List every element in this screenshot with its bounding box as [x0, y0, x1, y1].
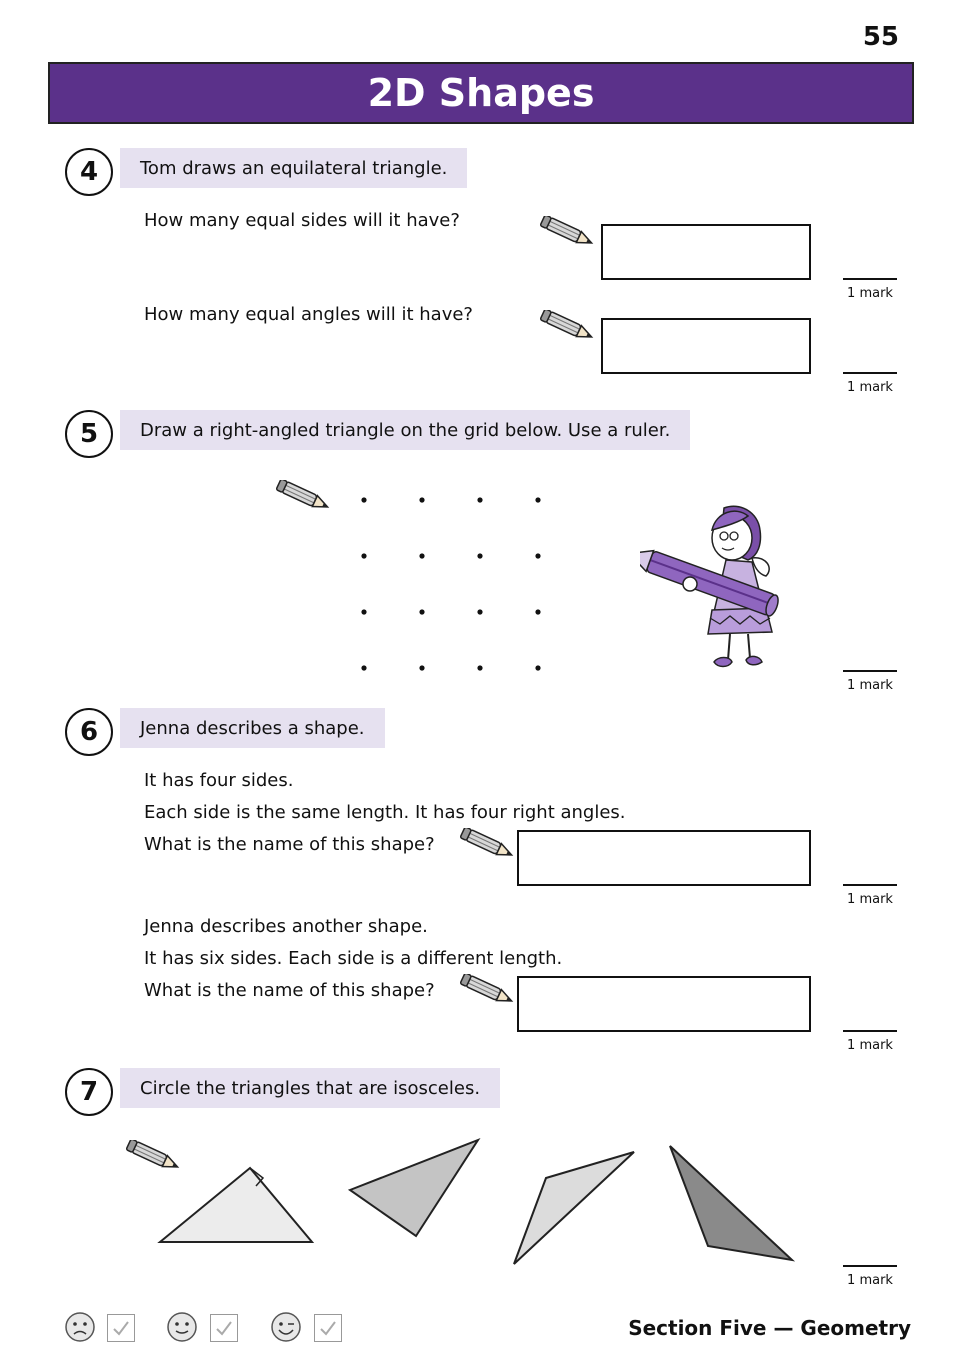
pencil-icon — [540, 310, 596, 342]
page-number: 55 — [862, 22, 899, 52]
grid-dot[interactable] — [477, 609, 482, 614]
grid-dot[interactable] — [419, 497, 424, 502]
pencil-icon — [460, 974, 516, 1006]
grid-dot[interactable] — [535, 497, 540, 502]
grid-dot[interactable] — [477, 497, 482, 502]
grid-dot[interactable] — [419, 665, 424, 670]
page-title: 2D Shapes — [48, 62, 914, 124]
sad-face-icon[interactable] — [64, 1311, 96, 1343]
question-number-6: 6 — [65, 708, 113, 756]
question-number-5: 5 — [65, 410, 113, 458]
tick-box-icon[interactable] — [314, 1314, 342, 1342]
mark-label: 1 mark — [843, 278, 897, 301]
mark-label: 1 mark — [843, 884, 897, 907]
question-6-ask-2: What is the name of this shape? — [144, 980, 435, 1001]
triangle-isosceles-1[interactable] — [350, 1140, 478, 1236]
mark-label: 1 mark — [843, 1265, 897, 1288]
grid-dot[interactable] — [477, 665, 482, 670]
triangle-right-angled[interactable] — [160, 1168, 312, 1242]
mark-label: 1 mark — [843, 372, 897, 395]
question-5-prompt: Draw a right-angled triangle on the grid below. Use a ruler. — [120, 410, 690, 450]
answer-box-equal-angles[interactable] — [601, 318, 811, 374]
pencil-icon — [276, 480, 332, 512]
answer-box-shape-1[interactable] — [517, 830, 811, 886]
grid-dot[interactable] — [361, 665, 366, 670]
question-number-7: 7 — [65, 1068, 113, 1116]
question-6-line-2: Each side is the same length. It has four right angles. — [144, 802, 626, 823]
grid-dot[interactable] — [535, 553, 540, 558]
question-4-part-2: How many equal angles will it have? — [144, 304, 473, 325]
pencil-icon — [460, 828, 516, 860]
question-6-ask-1: What is the name of this shape? — [144, 834, 435, 855]
grid-dot[interactable] — [361, 609, 366, 614]
question-7-prompt: Circle the triangles that are isosceles. — [120, 1068, 500, 1108]
question-4-prompt: Tom draws an equilateral triangle. — [120, 148, 467, 188]
tick-box-icon[interactable] — [210, 1314, 238, 1342]
triangle-options — [150, 1130, 810, 1270]
dot-grid[interactable] — [352, 488, 552, 678]
question-4-part-1: How many equal sides will it have? — [144, 210, 460, 231]
question-6-line-1: It has four sides. — [144, 770, 294, 791]
grid-dot[interactable] — [361, 553, 366, 558]
mark-label: 1 mark — [843, 670, 897, 693]
question-6-line-4: It has six sides. Each side is a different length. — [144, 948, 563, 969]
question-6-line-3: Jenna describes another shape. — [144, 916, 428, 937]
triangle-scalene-obtuse[interactable] — [514, 1152, 634, 1264]
grid-dot[interactable] — [477, 553, 482, 558]
grid-dot[interactable] — [419, 609, 424, 614]
grid-dot[interactable] — [361, 497, 366, 502]
neutral-face-icon[interactable] — [166, 1311, 198, 1343]
question-number-4: 4 — [65, 148, 113, 196]
mark-label: 1 mark — [843, 1030, 897, 1053]
grid-dot[interactable] — [535, 665, 540, 670]
happy-face-icon[interactable] — [270, 1311, 302, 1343]
girl-with-pencil-illustration — [640, 500, 790, 680]
triangle-isosceles-2[interactable] — [670, 1146, 792, 1260]
question-6-prompt: Jenna describes a shape. — [120, 708, 385, 748]
answer-box-equal-sides[interactable] — [601, 224, 811, 280]
pencil-icon — [540, 216, 596, 248]
section-footer: Section Five — Geometry — [628, 1316, 911, 1340]
grid-dot[interactable] — [419, 553, 424, 558]
answer-box-shape-2[interactable] — [517, 976, 811, 1032]
tick-box-icon[interactable] — [107, 1314, 135, 1342]
grid-dot[interactable] — [535, 609, 540, 614]
